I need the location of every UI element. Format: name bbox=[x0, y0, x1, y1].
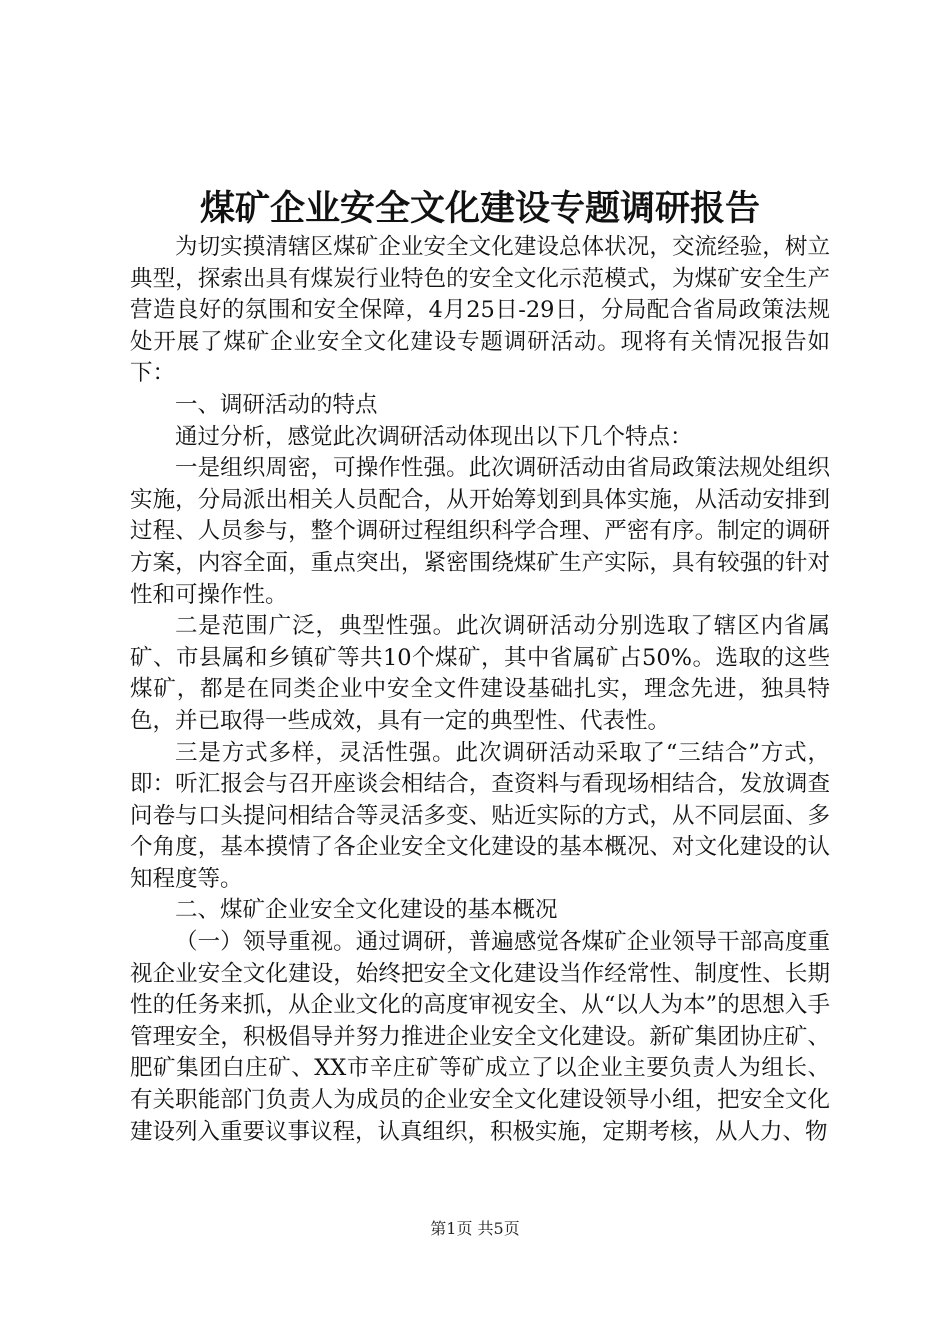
paragraph-point-1: 一是组织周密，可操作性强。此次调研活动由省局政策法规处组织实施，分局派出相关人员配合，从开始筹划到具体实施，从活动安排到过程、人员参与，整个调研过程组织科学合理、严密有序。制定的调研方案，内容全面，重点突出，紧密围绕煤矿生产实际，具有较强的针对性和可操作性。 bbox=[130, 455, 830, 608]
paragraph-point-2: 二是范围广泛，典型性强。此次调研活动分别选取了辖区内省属矿、市县属和乡镇矿等共10个煤矿，其中省属矿占50%。选取的这些煤矿，都是在同类企业中安全文件建设基础扎实，理念先进，独具特色，并已取得一些成效，具有一定的典型性、代表性。 bbox=[130, 613, 830, 734]
paragraph-point-3: 三是方式多样，灵活性强。此次调研活动采取了“三结合”方式，即：听汇报会与召开座谈会相结合，查资料与看现场相结合，发放调查问卷与口头提问相结合等灵活多变、贴近实际的方式，从不同层面、多个角度，基本摸情了各企业安全文化建设的基本概况、对文化建设的认知程度等。 bbox=[130, 739, 830, 892]
section-heading-1: 一、调研活动的特点 bbox=[175, 391, 378, 418]
paragraph-intro: 为切实摸清辖区煤矿企业安全文化建设总体状况，交流经验，树立典型，探索出具有煤炭行业特色的安全文化示范模式，为煤矿安全生产营造良好的氛围和安全保障，4月25日-29日，分局配合省局政策法规处开展了煤矿企业安全文化建设专题调研活动。现将有关情况报告如下： bbox=[130, 234, 830, 387]
paragraph-summary: 通过分析，感觉此次调研活动体现出以下几个特点： bbox=[175, 423, 693, 450]
paragraph-leadership: （一）领导重视。通过调研，普遍感觉各煤矿企业领导干部高度重视企业安全文化建设，始终把安全文化建设当作经常性、制度性、长期性的任务来抓，从企业文化的高度审视安全、从“以人为本”的思想入手管理安全，积极倡导并努力推进企业安全文化建设。新矿集团协庄矿、肥矿集团白庄矿、XX市辛庄矿等矿成立了以企业主要负责人为组长、有关职能部门负责人为成员的企业安全文化建设领导小组，把安全文化建设列入重要议事议程，认真组织，积极实施，定期考核，从人力、物 bbox=[130, 929, 830, 1145]
document-body bbox=[130, 232, 830, 1148]
page-number: 第1页 共5页 bbox=[430, 1219, 520, 1238]
document-title: 煤矿企业安全文化建设专题调研报告 bbox=[199, 189, 760, 229]
section-heading-2: 二、煤矿企业安全文化建设的基本概况 bbox=[175, 897, 558, 924]
